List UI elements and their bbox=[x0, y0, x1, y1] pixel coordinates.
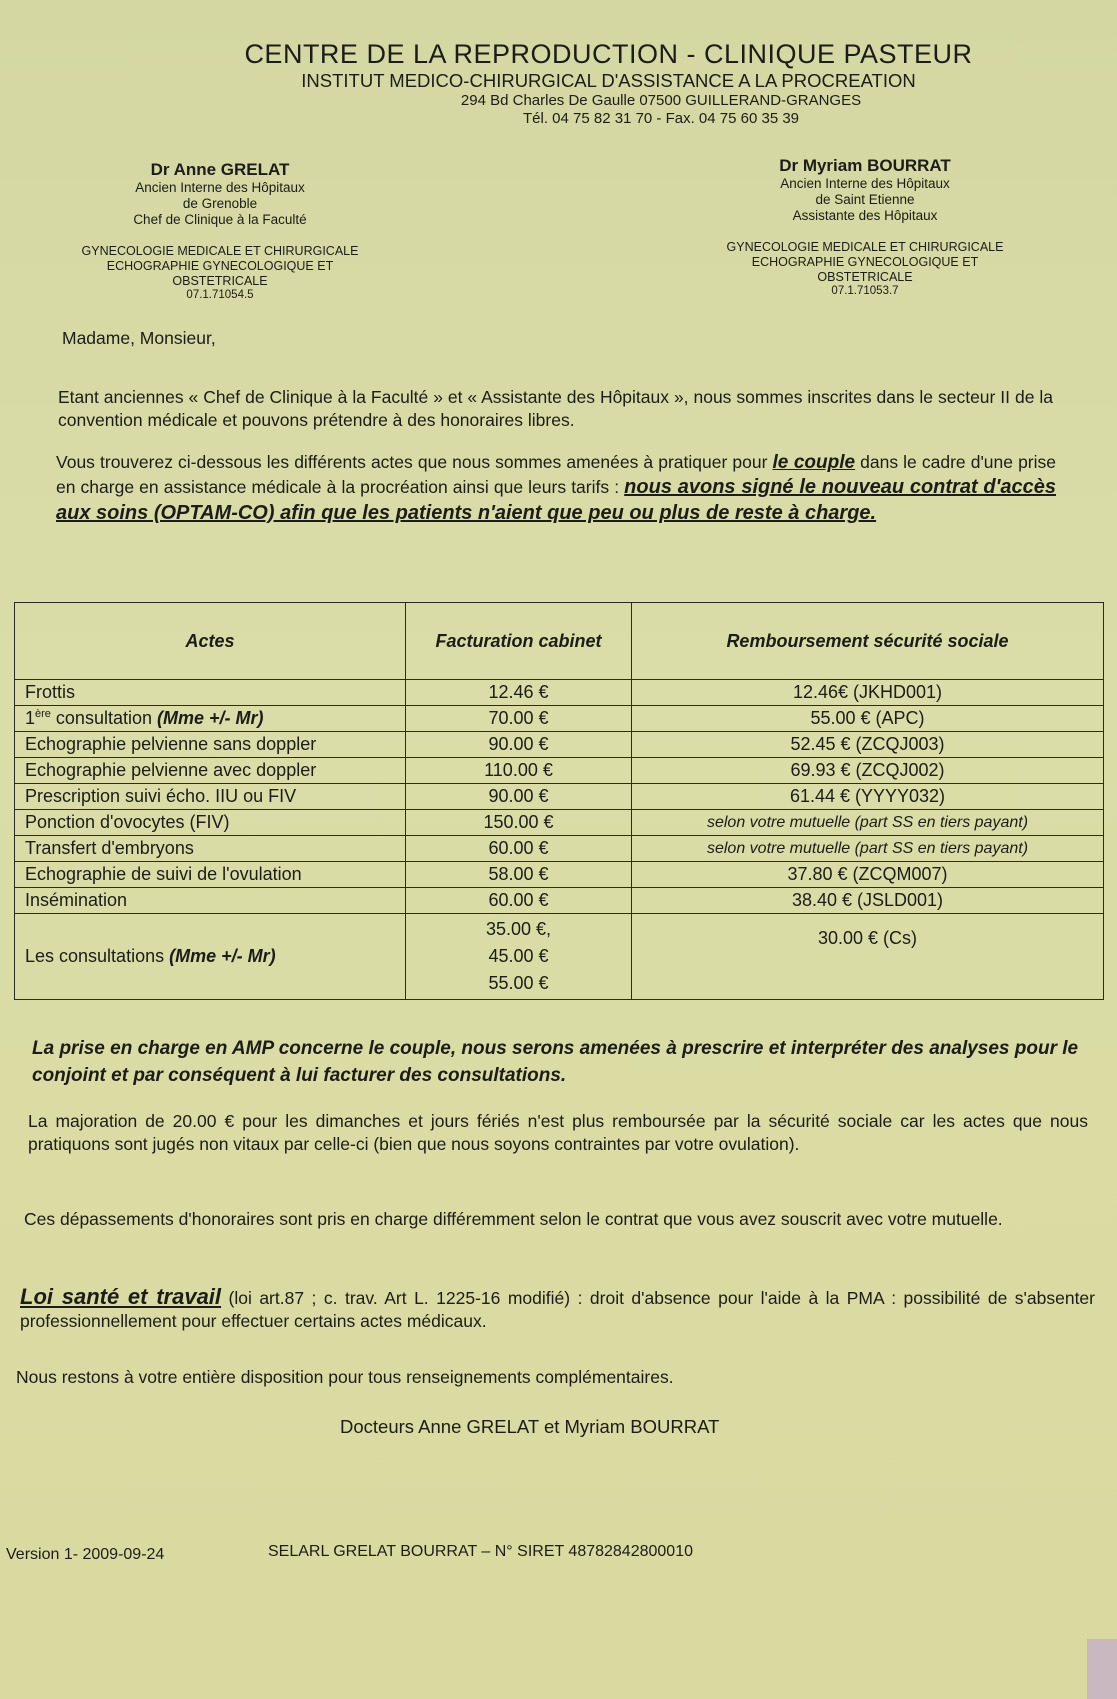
doctor-right-line2: de Saint Etienne bbox=[815, 192, 915, 207]
facturation-cell: 90.00 € bbox=[406, 732, 632, 758]
doctor-left-spec1: GYNECOLOGIE MEDICALE ET CHIRURGICALE bbox=[81, 244, 359, 258]
signature: Docteurs Anne GRELAT et Myriam BOURRAT bbox=[340, 1416, 720, 1437]
facturation-cell: 35.00 €, 45.00 € 55.00 € bbox=[406, 914, 632, 1000]
fees-intro-text-c: dans le cadre d'une prise en charge en assistance médicale à la procréation ainsi que leurs tarifs : bbox=[56, 452, 1057, 497]
clinic-address: 294 Bd Charles De Gaulle 07500 GUILLERAND-GRANGES bbox=[460, 92, 862, 109]
table-row bbox=[15, 732, 1104, 758]
acte-cell: 1ère consultation (Mme +/- Mr) bbox=[15, 706, 406, 732]
fees-table bbox=[14, 602, 1104, 1000]
remboursement-cell: 12.46€ (JKHD001) bbox=[632, 680, 1104, 706]
facturation-cell: 60.00 € bbox=[406, 836, 632, 862]
law-text: (loi art.87 ; c. trav. Art L. 1225-16 modifié) : droit d'absence pour l'aide à la PMA : possibilité de s'absenter professionnellement pour effectuer certains actes médicaux. bbox=[20, 1288, 1095, 1331]
majoration-paragraph: La majoration de 20.00 € pour les dimanches et jours fériés n'est plus remboursée par la sécurité sociale car les actes que nous pratiquons sont jugés non vitaux par celle-ci (bien que nous soyons contraintes par votre ovulation). bbox=[28, 1111, 1088, 1154]
table-row bbox=[15, 784, 1104, 810]
acte-cell: Prescription suivi écho. IIU ou FIV bbox=[15, 784, 406, 810]
closing-paragraph: Nous restons à votre entière disposition pour tous renseignements complémentaires. bbox=[16, 1367, 674, 1387]
remboursement-cell: 38.40 € (JSLD001) bbox=[632, 888, 1104, 914]
doctor-left-line3: Chef de Clinique à la Faculté bbox=[133, 212, 307, 227]
optam-statement: nous avons signé le nouveau contrat d'accès aux soins (OPTAM-CO) afin que les patients n'aient que peu ou plus de reste à charge. bbox=[56, 476, 1056, 524]
doctor-right-block bbox=[700, 156, 1030, 298]
facturation-cell: 12.46 € bbox=[406, 680, 632, 706]
acte-cell: Frottis bbox=[15, 680, 406, 706]
footer-siret: SELARL GRELAT BOURRAT – N° SIRET 48782842800010 bbox=[268, 1543, 693, 1560]
law-paragraph bbox=[20, 1285, 1095, 1333]
acte-cell: Echographie pelvienne avec doppler bbox=[15, 758, 406, 784]
fees-intro-paragraph bbox=[56, 451, 1056, 526]
table-row bbox=[15, 706, 1104, 732]
doctor-left-spec2: ECHOGRAPHIE GYNECOLOGIQUE ET bbox=[106, 259, 334, 273]
remboursement-cell: 55.00 € (APC) bbox=[632, 706, 1104, 732]
doctor-left-line1: Ancien Interne des Hôpitaux bbox=[135, 180, 305, 195]
doctor-right-spec2: ECHOGRAPHIE GYNECOLOGIQUE ET bbox=[751, 255, 979, 269]
doctor-right-spec3: OBSTETRICALE bbox=[817, 270, 913, 284]
remboursement-cell: selon votre mutuelle (part SS en tiers payant) bbox=[632, 836, 1104, 862]
doctor-right-name: Dr Myriam BOURRAT bbox=[779, 156, 951, 175]
fees-intro-text-a: Vous trouverez ci-dessous les différents actes que nous sommes amenées à pratiquer pour bbox=[56, 452, 773, 472]
doctor-right-line1: Ancien Interne des Hôpitaux bbox=[780, 176, 950, 191]
depassements-paragraph: Ces dépassements d'honoraires sont pris en charge différemment selon le contrat que vous avez souscrit avec votre mutuelle. bbox=[24, 1209, 1003, 1229]
doctor-left-name: Dr Anne GRELAT bbox=[150, 160, 290, 179]
table-row bbox=[15, 862, 1104, 888]
facturation-cell: 60.00 € bbox=[406, 888, 632, 914]
doctor-right-number: 07.1.71053.7 bbox=[831, 285, 899, 297]
footer-version: Version 1- 2009-09-24 bbox=[6, 1546, 165, 1563]
acte-cell: Insémination bbox=[15, 888, 406, 914]
remboursement-cell: selon votre mutuelle (part SS en tiers payant) bbox=[632, 810, 1104, 836]
facturation-cell: 110.00 € bbox=[406, 758, 632, 784]
remboursement-cell: 30.00 € (Cs) bbox=[632, 914, 1104, 1000]
table-row bbox=[15, 836, 1104, 862]
doctor-left-line2: de Grenoble bbox=[182, 196, 258, 211]
facturation-cell: 90.00 € bbox=[406, 784, 632, 810]
acte-cell: Transfert d'embryons bbox=[15, 836, 406, 862]
table-row bbox=[15, 888, 1104, 914]
doctor-left-block bbox=[60, 160, 380, 302]
acte-cell: Echographie de suivi de l'ovulation bbox=[15, 862, 406, 888]
fees-intro-couple: le couple bbox=[772, 452, 856, 473]
col-header-remboursement: Remboursement sécurité sociale bbox=[632, 603, 1104, 680]
doctor-right-line3: Assistante des Hôpitaux bbox=[792, 208, 938, 223]
salutation: Madame, Monsieur, bbox=[62, 328, 216, 348]
facturation-cell: 58.00 € bbox=[406, 862, 632, 888]
clinic-header bbox=[0, 38, 1117, 128]
table-row bbox=[15, 810, 1104, 836]
clinic-title: CENTRE DE LA REPRODUCTION - CLINIQUE PASTEUR bbox=[244, 39, 973, 69]
table-row bbox=[15, 914, 1104, 1000]
intro-paragraph: Etant anciennes « Chef de Clinique à la Faculté » et « Assistante des Hôpitaux », nous sommes inscrites dans le secteur II de la convention médicale et pouvons prétendre à des honoraires libres. bbox=[58, 387, 1053, 430]
acte-cell: Echographie pelvienne sans doppler bbox=[15, 732, 406, 758]
doctor-left-number: 07.1.71054.5 bbox=[186, 289, 254, 301]
doctor-right-spec1: GYNECOLOGIE MEDICALE ET CHIRURGICALE bbox=[726, 240, 1004, 254]
facturation-cell: 70.00 € bbox=[406, 706, 632, 732]
law-title: Loi santé et travail bbox=[20, 1284, 222, 1309]
clinic-subtitle: INSTITUT MEDICO-CHIRURGICAL D'ASSISTANCE A LA PROCREATION bbox=[301, 70, 916, 91]
remboursement-cell: 61.44 € (YYYY032) bbox=[632, 784, 1104, 810]
doctor-left-spec3: OBSTETRICALE bbox=[172, 274, 268, 288]
remboursement-cell: 37.80 € (ZCQM007) bbox=[632, 862, 1104, 888]
table-row bbox=[15, 680, 1104, 706]
table-header-row bbox=[15, 603, 1104, 680]
acte-cell: Ponction d'ovocytes (FIV) bbox=[15, 810, 406, 836]
facturation-cell: 150.00 € bbox=[406, 810, 632, 836]
acte-cell: Les consultations (Mme +/- Mr) bbox=[15, 914, 406, 1000]
amp-couple-note: La prise en charge en AMP concerne le couple, nous serons amenées à prescrire et interpréter des analyses pour le conjoint et par conséquent à lui facturer des consultations. bbox=[32, 1038, 1079, 1086]
background-edge bbox=[1087, 1639, 1117, 1699]
clinic-phone: Tél. 04 75 82 31 70 - Fax. 04 75 60 35 39 bbox=[522, 110, 800, 127]
remboursement-cell: 69.93 € (ZCQJ002) bbox=[632, 758, 1104, 784]
col-header-facturation: Facturation cabinet bbox=[406, 603, 632, 680]
table-row bbox=[15, 758, 1104, 784]
remboursement-cell: 52.45 € (ZCQJ003) bbox=[632, 732, 1104, 758]
col-header-actes: Actes bbox=[15, 603, 406, 680]
